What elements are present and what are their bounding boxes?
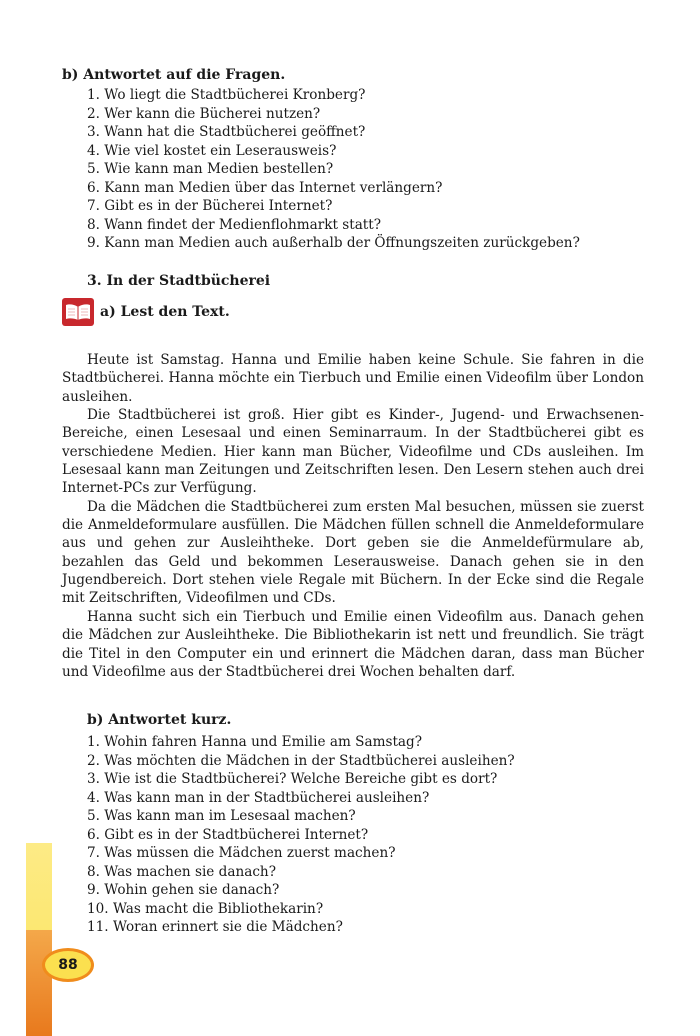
list-item: 11. Woran erinnert sie die Mädchen? — [87, 919, 343, 935]
list-item: 2. Was möchten die Mädchen in der Stadtbücherei ausleihen? — [87, 752, 515, 769]
paragraph: Hanna sucht sich ein Tierbuch und Emilie einen Videofilm aus. Danach gehen die Mädchen zur Ausleihtheke. Die Bibliothekarin ist nett und freundlich. Sie trägt die Titel in den Computer ein und erinnert die Mädchen daran, dass man Bücher und Videofilme aus der Stadtbücherei drei Wochen behalten darf. — [62, 608, 644, 680]
margin-stripe-orange — [26, 930, 52, 1036]
reading-text — [62, 351, 644, 681]
section-3-heading: 3. In der Stadtbücherei — [87, 273, 271, 289]
list-item: 9. Kann man Medien auch außerhalb der Öffnungszeiten zurückgeben? — [87, 235, 580, 251]
list-item: 5. Was kann man im Lesesaal machen? — [87, 808, 356, 824]
list-item: 8. Wann findet der Medienflohmarkt statt? — [87, 216, 382, 233]
page-number: 88 — [42, 948, 94, 982]
list-item: 7. Gibt es in der Bücherei Internet? — [87, 198, 333, 214]
list-item: 8. Was machen sie danach? — [87, 863, 276, 880]
list-item: 1. Wo liegt die Stadtbücherei Kronberg? — [87, 87, 366, 103]
list-item: 1. Wohin fahren Hanna und Emilie am Samstag? — [87, 734, 423, 750]
list-item: 10. Was macht die Bibliothekarin? — [87, 900, 324, 917]
section-b-heading: b) Antwortet auf die Fragen. — [62, 67, 286, 83]
paragraph: Die Stadtbücherei ist groß. Hier gibt es Kinder-, Jugend- und Erwachsenen-Bereiche, einen Lesesaal und einen Seminarraum. In der Stadtbücherei gibt es verschiedene Medien. Hier kann man Bücher, Videofilme und CDs ausleihen. Im Lesesaal kann man Zeitungen und Zeitschriften lesen. Den Lesern stehen auch drei Internet-PCs zur Verfügung. — [62, 407, 644, 497]
question-list-2 — [87, 733, 515, 937]
question-list-1 — [87, 86, 580, 253]
list-item: 3. Wie ist die Stadtbücherei? Welche Bereiche gibt es dort? — [87, 771, 498, 787]
list-item: 4. Was kann man in der Stadtbücherei ausleihen? — [87, 789, 430, 806]
list-item: 6. Kann man Medien über das Internet verlängern? — [87, 179, 443, 196]
section-b-heading-2: b) Antwortet kurz. — [87, 712, 232, 728]
list-item: 3. Wann hat die Stadtbücherei geöffnet? — [87, 124, 366, 140]
read-text-heading: a) Lest den Text. — [100, 304, 230, 320]
list-item: 6. Gibt es in der Stadtbücherei Internet? — [87, 826, 369, 843]
list-item: 5. Wie kann man Medien bestellen? — [87, 161, 334, 177]
list-item: 2. Wer kann die Bücherei nutzen? — [87, 105, 321, 122]
paragraph: Da die Mädchen die Stadtbücherei zum ersten Mal besuchen, müssen sie zuerst die Anmeldeformulare ausfüllen. Die Mädchen füllen schnell die Anmeldeformulare aus und gehen zur Ausleihtheke. Dort geben sie die Anmeldefürmulare ab, bezahlen das Geld und bekommen Leserausweise. Danach gehen sie in den Jugendbereich. Dort stehen viele Regale mit Büchern. In der Ecke sind die Regale mit Zeitschriften, Videofilmen und CDs. — [62, 498, 644, 607]
list-item: 9. Wohin gehen sie danach? — [87, 882, 280, 898]
list-item: 7. Was müssen die Mädchen zuerst machen? — [87, 845, 396, 861]
paragraph: Heute ist Samstag. Hanna und Emilie haben keine Schule. Sie fahren in die Stadtbücherei. Hanna möchte ein Tierbuch und Emilie einen Videofilm über London ausleihen. — [62, 352, 644, 405]
list-item: 4. Wie viel kostet ein Leserausweis? — [87, 142, 337, 159]
open-book-icon — [62, 298, 94, 326]
